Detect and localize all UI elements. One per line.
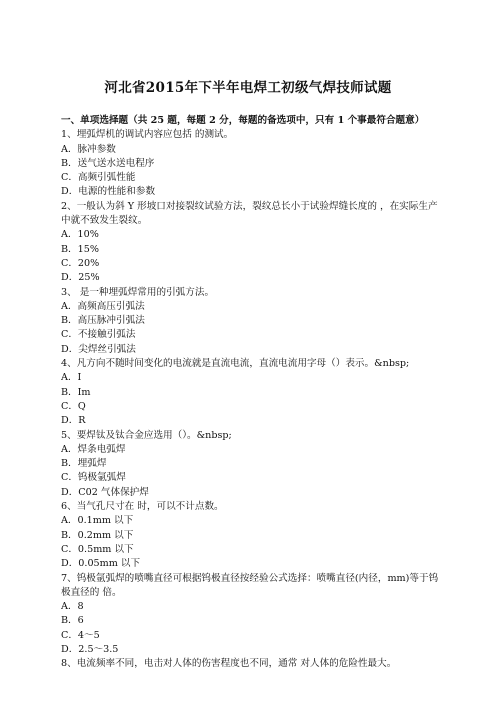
option: D．0.05mm 以下 <box>61 558 141 570</box>
option: C．0.5mm 以下 <box>61 543 134 555</box>
option: D．R <box>61 415 86 427</box>
question-stem: 2、一般认为斜 Y 形坡口对接裂纹试验方法，裂纹总长小于试验焊缝长度的 ，在实际生产中就不致发生裂纹。 <box>61 200 438 227</box>
option: A．8 <box>61 601 84 613</box>
option: C．不接触引弧法 <box>61 329 136 341</box>
option: D．电源的性能和参数 <box>61 186 156 198</box>
option: A．高频高压引弧法 <box>61 300 145 312</box>
option: D．25% <box>61 272 100 284</box>
document-body <box>61 114 439 672</box>
option: D．C02 气体保护焊 <box>61 486 149 498</box>
question-stem: 7、钨极氩弧焊的喷嘴直径可根据钨极直径按经验公式选择：喷嘴直径(内径，mm)等于钨极直径的 倍。 <box>61 572 439 598</box>
question-stem: 8、电流频率不同，电击对人体的伤害程度也不同，通常 对人体的危险性最大。 <box>61 658 397 670</box>
section-heading: 一、单项选择题（共 25 题，每题 2 分，每题的备选项中，只有 1 个事最符合题意） <box>61 115 425 126</box>
option: C．4～5 <box>61 629 100 641</box>
option: A．焊条电弧焊 <box>61 443 126 455</box>
option: B．6 <box>61 615 84 627</box>
option: A．脉冲参数 <box>61 143 116 155</box>
option: A．10% <box>61 229 99 241</box>
option: B．送气送水送电程序 <box>61 157 155 169</box>
option: A．0.1mm 以下 <box>61 515 134 527</box>
option: B．15% <box>61 243 99 255</box>
option: B．埋弧焊 <box>61 458 107 470</box>
option: C．钨极氩弧焊 <box>61 472 126 484</box>
option: C．Q <box>61 400 86 412</box>
option: B．Im <box>61 386 91 398</box>
question-stem: 4、凡方向不随时间变化的电流就是直流电流，直流电流用字母（）表示。&nbsp; <box>61 358 410 370</box>
document-title: 河北省2015年下半年电焊工初级气焊技师试题 <box>104 80 392 96</box>
option: D．尖焊丝引弧法 <box>61 343 136 355</box>
option: A．I <box>61 372 82 384</box>
option: B．0.2mm 以下 <box>61 529 134 541</box>
question-stem: 6、当气孔尺寸在 时，可以不计点数。 <box>61 501 224 513</box>
option: D．2.5～3.5 <box>61 643 119 655</box>
question-stem: 5、要焊钛及钛合金应选用（）。&nbsp; <box>61 429 232 441</box>
option: C．20% <box>61 257 100 269</box>
question-stem: 3、 是一种埋弧焊常用的引弧方法。 <box>61 286 215 298</box>
question-stem: 1、埋弧焊机的调试内容应包括 的测试。 <box>61 129 234 141</box>
option: C．高频引弧性能 <box>61 172 136 184</box>
option: B．高压脉冲引弧法 <box>61 315 145 327</box>
